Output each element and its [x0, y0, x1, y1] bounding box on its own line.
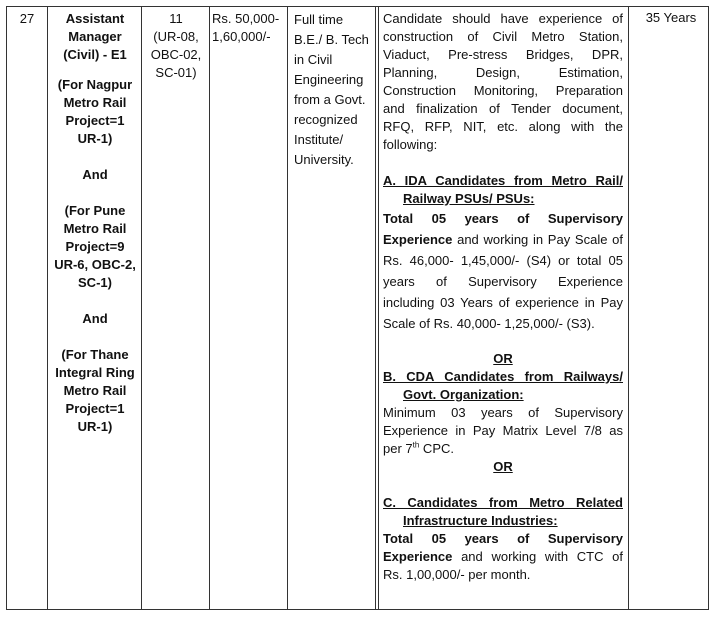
- allocation-line: UR-1): [77, 419, 113, 434]
- age-limit: 35 Years: [645, 10, 697, 25]
- qualification-line: B.E./ B. Tech: [294, 32, 369, 47]
- pay-scale-cell: [212, 7, 286, 46]
- post-name-cell: [50, 7, 140, 436]
- post-title-line: (Civil) - E1: [63, 47, 127, 62]
- vacancy-total: 11: [169, 11, 183, 26]
- allocation-line: Project=1: [65, 401, 125, 416]
- experience-line: and finalization of Tender document,: [383, 101, 623, 116]
- section-a-heading: Railway PSUs/ PSUs:: [403, 191, 535, 206]
- experience-line: Candidate should have experience of: [383, 11, 623, 26]
- qualification-cell: [290, 7, 378, 170]
- section-a-text: Scale of Rs. 40,000- 1,25,000/- (S3).: [383, 316, 595, 331]
- column-divider: [378, 7, 379, 609]
- allocation-line: SC-1): [78, 275, 112, 290]
- section-a: [383, 172, 623, 334]
- vacancy-breakup: OBC-02,: [150, 47, 202, 62]
- allocation-line: (For Pune: [64, 203, 126, 218]
- post-title-line: Assistant: [65, 11, 125, 26]
- post-title-line: Manager: [68, 29, 122, 44]
- and-separator: And: [82, 311, 108, 326]
- allocation-line: UR-6, OBC-2,: [54, 257, 136, 272]
- and-separator: And: [82, 167, 108, 182]
- allocation-line: Metro Rail: [63, 383, 127, 398]
- section-b-heading: B. CDA Candidates from Railways/: [383, 369, 623, 384]
- column-divider: [141, 7, 142, 609]
- section-c-text: Rs. 1,00,000/- per month.: [383, 567, 531, 582]
- experience-cell: [381, 7, 625, 584]
- pay-scale-line: Rs. 50,000-: [212, 11, 280, 26]
- column-divider: [628, 7, 629, 609]
- thane-allocation: [50, 346, 140, 436]
- section-c-text: Total 05 years of Supervisory: [383, 531, 623, 546]
- column-divider: [47, 7, 48, 609]
- experience-line: following:: [383, 137, 438, 152]
- column-divider: [287, 7, 288, 609]
- section-b-text: Experience in Pay Matrix Level 7/8 as: [383, 423, 623, 438]
- allocation-line: (For Thane: [61, 347, 129, 362]
- allocation-line: Metro Rail: [63, 221, 127, 236]
- vacancy-breakup: (UR-08,: [153, 29, 199, 44]
- post-title: [50, 10, 140, 64]
- recruitment-table: [6, 6, 709, 610]
- or-separator: OR: [493, 351, 513, 366]
- section-b-heading: Govt. Organization:: [403, 387, 524, 402]
- nagpur-allocation: [50, 76, 140, 148]
- qualification-line: from a Govt.: [294, 92, 366, 107]
- section-a-text: Rs. 46,000- 1,45,000/- (S4) or total 05: [383, 253, 623, 268]
- section-c-heading: Infrastructure Industries:: [403, 513, 558, 528]
- allocation-line: Integral Ring: [55, 365, 135, 380]
- serial-number: 27: [19, 11, 35, 26]
- pay-scale-line: 1,60,000/-: [212, 29, 271, 44]
- vacancy-breakup: SC-01): [155, 65, 197, 80]
- experience-line: Construction Monitoring, Preparation: [383, 83, 623, 98]
- allocation-line: UR-1): [77, 131, 113, 146]
- section-a-text: Experience and working in Pay Scale of: [383, 232, 623, 247]
- section-a-text: including 03 Years of experience in Pay: [383, 295, 623, 310]
- experience-line: Viaduct, Pre-stress Bridges, DPR,: [383, 47, 623, 62]
- section-b: [383, 368, 623, 458]
- qualification-line: Engineering: [294, 72, 364, 87]
- section-a-heading: A. IDA Candidates from Metro Rail/: [383, 173, 623, 188]
- qualification-line: Full time: [294, 12, 344, 27]
- qualification-line: University.: [294, 152, 354, 167]
- allocation-line: Project=9: [65, 239, 125, 254]
- experience-line: RFQ, RFP, NIT, etc. along with the: [383, 119, 623, 134]
- qualification-line: recognized: [294, 112, 358, 127]
- section-b-text: per 7th CPC.: [383, 440, 454, 456]
- pune-allocation: [50, 202, 140, 292]
- vacancies-cell: [144, 7, 208, 82]
- allocation-line: Project=1: [65, 113, 125, 128]
- allocation-line: (For Nagpur: [57, 77, 133, 92]
- section-a-text: years of Supervisory Experience: [383, 274, 623, 289]
- column-divider: [209, 7, 210, 609]
- section-c-heading: C. Candidates from Metro Related: [383, 495, 623, 510]
- experience-line: Planning, Design, Estimation,: [383, 65, 623, 80]
- allocation-line: Metro Rail: [63, 95, 127, 110]
- or-separator: OR: [493, 459, 513, 474]
- section-c: [383, 494, 623, 584]
- qualification-line: Institute/: [294, 132, 344, 147]
- section-c-text: Experience and working with CTC of: [383, 549, 623, 564]
- section-a-text: Total 05 years of Supervisory: [383, 211, 623, 226]
- qualification-line: in Civil: [294, 52, 333, 67]
- section-b-text: Minimum 03 years of Supervisory: [383, 405, 623, 420]
- experience-intro: [383, 10, 623, 154]
- experience-line: construction of Civil Metro Station,: [383, 29, 623, 44]
